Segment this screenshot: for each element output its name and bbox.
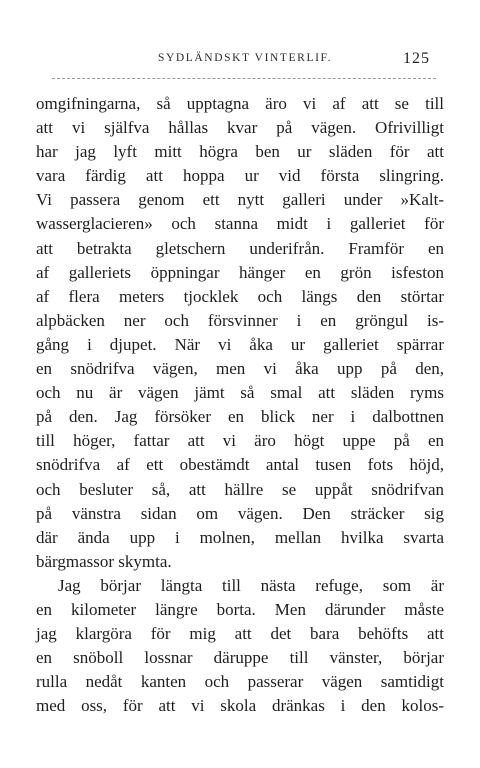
text-line: jag klargöra för mig att det bara behöfts att [36, 624, 444, 644]
text-line: af flera meters tjocklek och längs den störtar [36, 286, 444, 306]
paragraph-first-line: Jag börjar längta till nästa refuge, som är [58, 575, 444, 595]
text-line: af galleriets öppningar hänger en grön isfeston [36, 262, 444, 282]
text-line: omgifningarna, så upptagna äro vi af att se till [36, 94, 444, 113]
text-line: på den. Jag försöker en blick ner i dalbottnen [36, 407, 444, 427]
text-line: där ända upp i molnen, mellan hvilka svarta [36, 527, 444, 547]
text-line: till höger, fattar att vi äro högt uppe på en [36, 431, 444, 451]
text-line: Vi passera genom ett nytt galleri under »Kalt- [36, 190, 444, 210]
text-line: wasserglacieren» och stanna midt i galleriet för [36, 214, 444, 234]
text-line: med oss, för att vi skola dränkas i den kolos- [36, 696, 444, 716]
text-line: att betrakta gletschern underifrån. Framför en [36, 238, 444, 258]
text-line: och nu är vägen jämt så smal att släden ryms [36, 383, 444, 403]
text-line: en snödrifva vägen, men vi åka upp på den, [36, 359, 444, 379]
text-line: en snöboll lossnar däruppe till vänster, börjar [36, 648, 444, 668]
body-text [36, 92, 444, 718]
text-line: snödrifva af ett obestämdt antal tusen fots höjd, [36, 455, 444, 475]
text-line: på vänstra sidan om vägen. Den sträcker sig [36, 503, 444, 523]
text-line: har jag lyft mitt högra ben ur släden för att [36, 142, 444, 162]
running-title: SYDLÄNDSKT VINTERLIF. [157, 52, 333, 64]
text-line: rulla nedåt kanten och passerar vägen samtidigt [36, 672, 444, 692]
text-line: vara färdig att hoppa ur vid första slingring. [36, 166, 444, 186]
page-number: 125 [403, 50, 430, 67]
text-line: en kilometer längre borta. Men därunder måste [36, 599, 444, 619]
text-line: att vi själfva hållas kvar på vägen. Ofrivilligt [36, 118, 444, 138]
paragraph-last-line: bärgmassor skymta. [36, 551, 172, 571]
text-line: gång i djupet. När vi åka ur galleriet spärrar [36, 334, 444, 354]
running-head [60, 50, 430, 72]
header-rule [52, 78, 436, 79]
text-line: alpbäcken ner och försvinner i en gröngul is- [36, 310, 444, 330]
text-line: och besluter så, att hällre se uppåt snödrifvan [36, 479, 444, 499]
